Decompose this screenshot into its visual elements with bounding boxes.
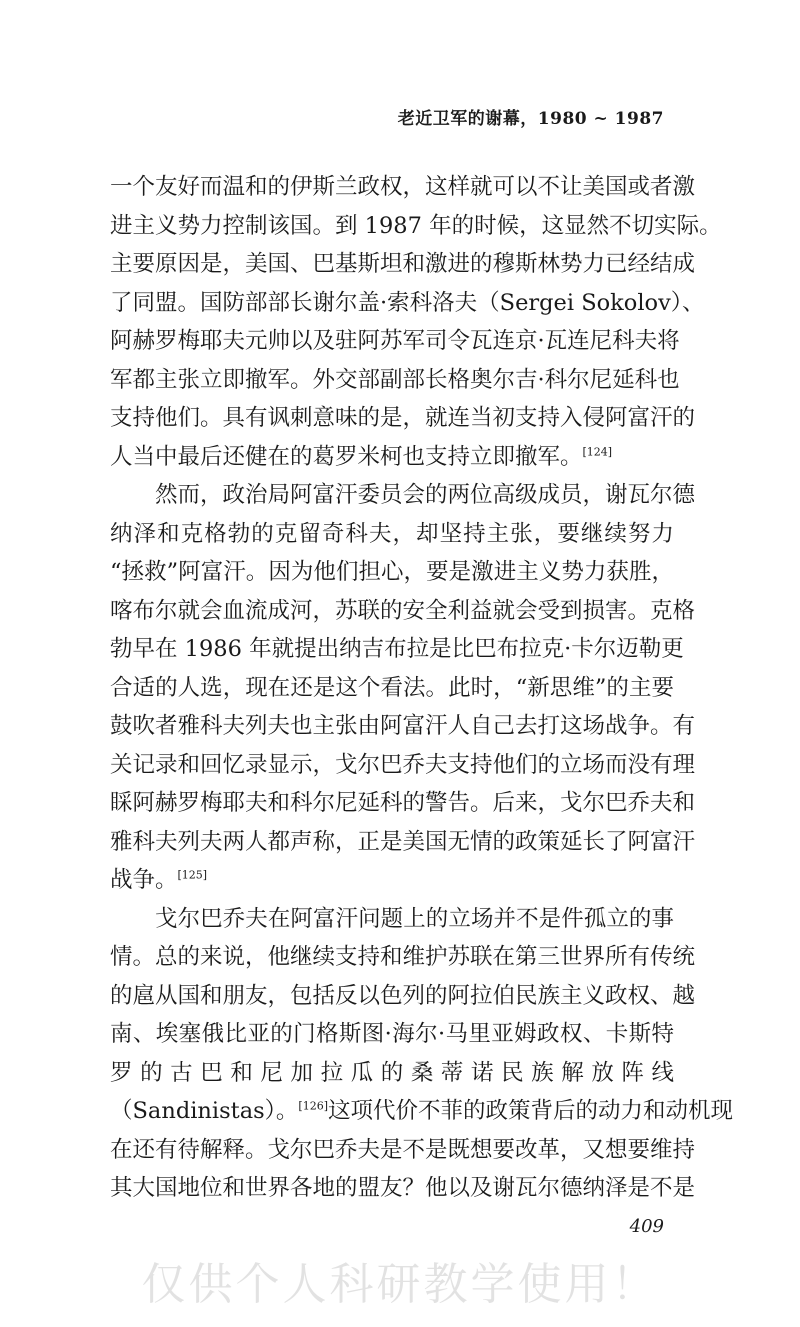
text-line: 喀布尔就会血流成河，苏联的安全利益就会受到损害。克格: [110, 597, 696, 624]
text-line: 军都主张立即撤军。外交部副部长格奥尔吉·科尔尼延科也: [110, 366, 680, 393]
text-line: 情。总的来说，他继续支持和维护苏联在第三世界所有传统: [110, 944, 696, 970]
text-line: [110, 1092, 734, 1131]
text-line: 合适的人选，现在还是这个看法。此时，“新思维”的主要: [110, 674, 674, 701]
text-line: 阿赫罗梅耶夫元帅以及驻阿苏军司令瓦连京·瓦连尼科夫将: [110, 328, 680, 354]
text-line: 南、埃塞俄比亚的门格斯图·海尔·马里亚姆政权、卡斯特: [110, 1021, 674, 1047]
text-segment: 人当中最后还健在的葛罗米柯也支持立即撤军。: [110, 443, 583, 470]
text-line: [110, 861, 674, 900]
paragraph-1: [110, 168, 722, 476]
text-line: [110, 438, 674, 477]
text-line: 纳泽和克格勃的克留奇科夫，却坚持主张，要继续努力: [110, 520, 674, 547]
paragraph-2: [110, 476, 696, 900]
text-line: “拯救”阿富汗。因为他们担心，要是激进主义势力获胜，: [110, 559, 674, 585]
text-line: 关记录和回忆录显示，戈尔巴乔夫支持他们的立场而没有理: [110, 751, 696, 778]
text-line: 戈尔巴乔夫在阿富汗问题上的立场并不是件孤立的事: [155, 905, 674, 932]
paragraph-3: [110, 900, 734, 1208]
text-line: 其大国地位和世界各地的盟友？他以及谢瓦尔德纳泽是不是: [110, 1175, 696, 1201]
text-line: 了同盟。国防部部长谢尔盖·索科洛夫（Sergei Sokolov）、: [110, 289, 705, 316]
watermark: 仅供个人科研教学使用！: [141, 1259, 659, 1310]
text-line: 支持他们。具有讽刺意味的是，就连当初支持入侵阿富汗的: [110, 405, 696, 431]
text-line: 在还有待解释。戈尔巴乔夫是不是既想要改革，又想要维持: [110, 1136, 696, 1163]
footnote-ref-125: [125]: [177, 868, 208, 882]
text-line: 鼓吹者雅科夫列夫也主张由阿富汗人自己去打这场战争。有: [110, 713, 696, 739]
footnote-ref-126: [126]: [298, 1099, 328, 1113]
text-line: 进主义势力控制该国。到 1987 年的时候，这显然不切实际。: [110, 212, 722, 239]
text-line: 的扈从国和朋友，包括反以色列的阿拉伯民族主义政权、越: [110, 982, 696, 1009]
text-segment: 战争。: [110, 867, 178, 893]
text-line: 主要原因是，美国、巴基斯坦和激进的穆斯林势力已经结成: [110, 251, 696, 277]
text-line: 勃早在 1986 年就提出纳吉布拉是比巴布拉克·卡尔迈勒更: [110, 636, 684, 662]
body-text: [110, 168, 734, 1208]
text-line: 然而，政治局阿富汗委员会的两位高级成员，谢瓦尔德: [155, 482, 696, 508]
text-segment: （Sandinistas）。: [110, 1098, 299, 1124]
text-segment: 这项代价不菲的政策背后的动力和动机现: [328, 1098, 734, 1124]
text-line: 罗的古巴和尼加拉瓜的桑蒂诺民族解放阵线: [110, 1059, 674, 1086]
text-line: 雅科夫列夫两人都声称，正是美国无情的政策延长了阿富汗: [110, 828, 696, 855]
text-line: 一个友好而温和的伊斯兰政权，这样就可以不让美国或者激: [110, 174, 696, 200]
footnote-ref-124: [124]: [582, 445, 613, 458]
running-header: 老近卫军的谢幕，1980 ~ 1987: [397, 109, 664, 129]
text-line: 睬阿赫罗梅耶夫和科尔尼延科的警告。后来，戈尔巴乔夫和: [110, 790, 696, 816]
page-number: 409: [629, 1216, 664, 1237]
